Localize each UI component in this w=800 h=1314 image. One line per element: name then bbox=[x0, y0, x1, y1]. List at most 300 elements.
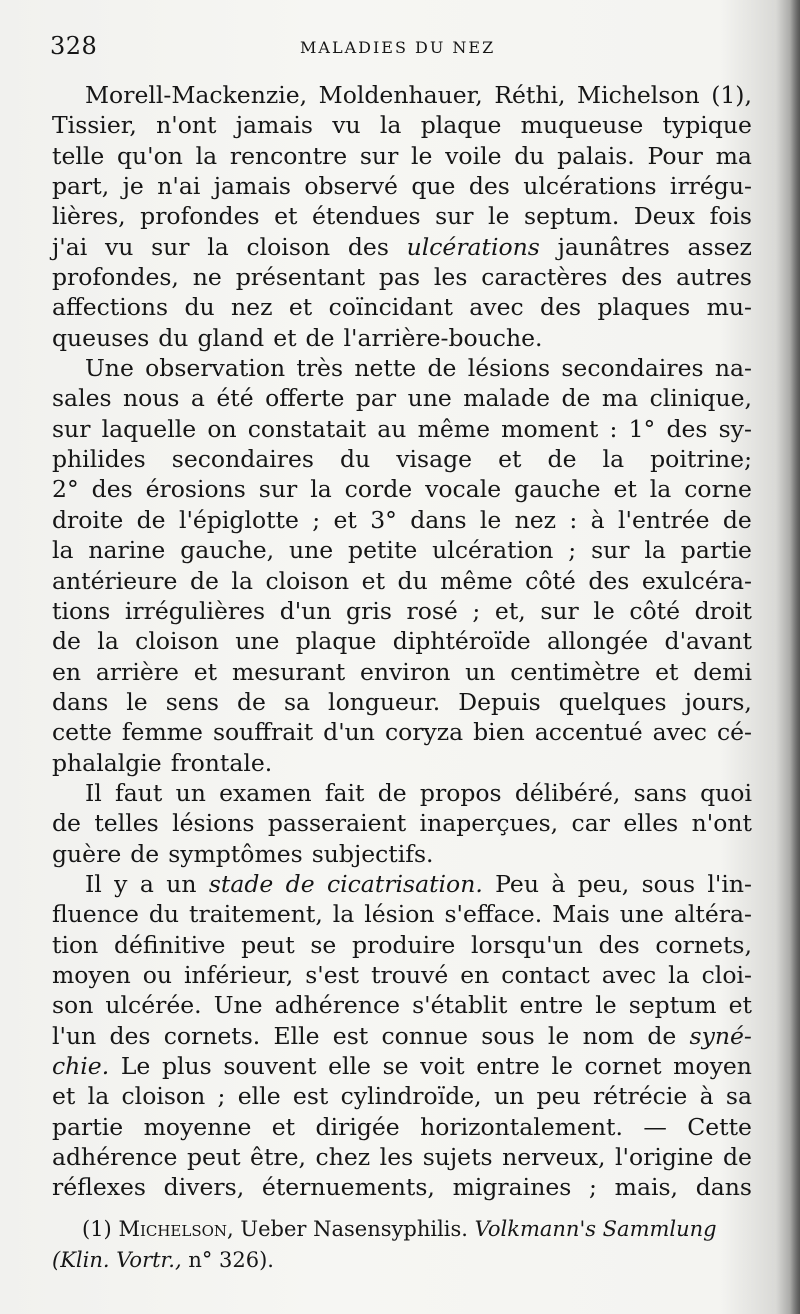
word: et bbox=[271, 1112, 296, 1141]
word: de bbox=[305, 323, 335, 352]
word: mais, bbox=[614, 1173, 679, 1202]
word: ulcérée. bbox=[105, 991, 202, 1020]
word: septum. bbox=[524, 202, 620, 231]
word: trouvé bbox=[371, 960, 449, 989]
text-line bbox=[52, 141, 752, 171]
word: un bbox=[175, 778, 206, 807]
text-line bbox=[52, 869, 752, 899]
word: ou bbox=[142, 960, 173, 989]
word: cylindroïde, bbox=[340, 1082, 482, 1111]
word: voit bbox=[420, 1052, 465, 1080]
word: 1° bbox=[628, 414, 656, 443]
text-line bbox=[52, 414, 752, 444]
word: sur bbox=[540, 596, 579, 625]
word: longueur. bbox=[328, 687, 441, 716]
word: stade bbox=[208, 869, 274, 898]
word: la bbox=[97, 627, 119, 656]
word: sujets bbox=[422, 1143, 493, 1172]
text-line bbox=[52, 444, 752, 474]
running-head: MALADIES DU NEZ bbox=[300, 38, 496, 57]
text-line bbox=[52, 262, 752, 292]
word: la bbox=[332, 900, 355, 929]
word: que bbox=[411, 172, 456, 201]
word: des bbox=[540, 293, 582, 322]
word: migraines bbox=[452, 1173, 572, 1202]
word: cette bbox=[52, 718, 112, 747]
word: droite bbox=[52, 505, 124, 534]
word: mu- bbox=[706, 293, 752, 322]
word: ; bbox=[472, 596, 481, 625]
word: Tissier, bbox=[52, 111, 137, 140]
word: na- bbox=[714, 354, 752, 383]
word: présentant bbox=[235, 263, 366, 292]
word: profondes, bbox=[52, 263, 179, 292]
word: Mais bbox=[552, 900, 610, 929]
word: bien bbox=[473, 718, 525, 747]
word: dans bbox=[52, 687, 109, 716]
word: l'origine bbox=[614, 1143, 714, 1172]
word: sur bbox=[52, 414, 91, 443]
word: la bbox=[644, 536, 666, 565]
word: ; bbox=[568, 536, 577, 565]
word: des bbox=[666, 414, 708, 443]
word: septum bbox=[628, 991, 717, 1020]
word: la bbox=[668, 960, 690, 989]
word: moyen bbox=[673, 1052, 752, 1080]
word: entre bbox=[519, 991, 584, 1020]
word: on bbox=[207, 414, 237, 443]
word: coïncidant bbox=[328, 293, 453, 322]
word: l'in- bbox=[707, 869, 752, 898]
word: poitrine; bbox=[650, 445, 752, 474]
word: adhérence bbox=[274, 991, 401, 1020]
word: connue bbox=[381, 1021, 469, 1050]
word: son bbox=[52, 991, 94, 1020]
word: sy- bbox=[718, 414, 752, 443]
word: le bbox=[479, 505, 502, 534]
word: Deux bbox=[633, 202, 696, 231]
word: rencontre bbox=[229, 141, 348, 170]
word: voile bbox=[445, 141, 502, 170]
word: avec bbox=[652, 718, 707, 747]
word: quoi bbox=[700, 778, 752, 807]
text-line bbox=[52, 778, 752, 808]
word: gris bbox=[346, 596, 392, 625]
word: Elle bbox=[273, 1021, 320, 1050]
word: la bbox=[231, 566, 253, 595]
word: et bbox=[333, 505, 357, 534]
word: diphtéroïde bbox=[392, 627, 531, 656]
word: peut bbox=[241, 930, 295, 959]
word: se bbox=[382, 1052, 409, 1080]
text-line bbox=[52, 1112, 752, 1142]
word: dans bbox=[410, 505, 467, 534]
word: guère bbox=[52, 839, 122, 868]
word: autres bbox=[676, 263, 752, 292]
word: coryza bbox=[384, 718, 464, 747]
word: sa bbox=[283, 687, 311, 716]
word: lières, bbox=[52, 202, 126, 231]
word: au bbox=[377, 414, 407, 443]
text-line bbox=[52, 1142, 752, 1172]
word: part, bbox=[52, 172, 110, 201]
text-line bbox=[52, 839, 752, 869]
word: moyen bbox=[52, 960, 131, 989]
word: l'entrée bbox=[618, 505, 710, 534]
word: centimètre bbox=[510, 657, 641, 686]
word: gauche bbox=[514, 475, 601, 504]
word: Réthi, bbox=[494, 81, 566, 109]
word: phalalgie bbox=[52, 748, 162, 777]
text-line bbox=[52, 353, 752, 383]
word: souffrait bbox=[212, 718, 314, 747]
word: cloison bbox=[135, 627, 219, 656]
word: dans bbox=[695, 1173, 752, 1202]
word: n'ai bbox=[157, 172, 201, 201]
text-line bbox=[52, 990, 752, 1020]
word: peu, bbox=[577, 869, 630, 898]
word: de bbox=[285, 869, 315, 898]
word: accentué bbox=[534, 718, 643, 747]
word: moment bbox=[501, 414, 599, 443]
word: altéra- bbox=[673, 900, 752, 929]
word: contact bbox=[501, 960, 590, 989]
word: et bbox=[193, 657, 218, 686]
word: du bbox=[397, 566, 428, 595]
word: du bbox=[340, 445, 371, 474]
word: palais. bbox=[557, 141, 635, 170]
word: souvent bbox=[223, 1052, 317, 1080]
word: vu bbox=[104, 232, 134, 261]
word: traitement, bbox=[189, 900, 323, 929]
word: offerte bbox=[265, 384, 345, 413]
word: caractères bbox=[481, 263, 608, 292]
word: été bbox=[216, 384, 254, 413]
word: se bbox=[310, 930, 337, 959]
word: et bbox=[728, 991, 752, 1020]
word: des bbox=[621, 263, 663, 292]
word: sens bbox=[165, 687, 219, 716]
word: réflexes bbox=[52, 1173, 146, 1202]
text-line bbox=[52, 474, 752, 504]
word: syné- bbox=[689, 1021, 752, 1050]
word: lésions bbox=[467, 354, 551, 383]
text-line bbox=[52, 657, 752, 687]
word: dirigée bbox=[315, 1112, 400, 1141]
word: sur bbox=[591, 536, 630, 565]
word: assez bbox=[687, 232, 752, 261]
word: cé- bbox=[716, 718, 752, 747]
word: : bbox=[609, 414, 618, 443]
word: entre bbox=[476, 1052, 540, 1080]
word: l'épiglotte bbox=[178, 505, 299, 534]
word: cloi- bbox=[701, 960, 752, 989]
word: Michelson bbox=[577, 81, 700, 109]
word: sur bbox=[258, 475, 298, 504]
footnote-line-2 bbox=[52, 1245, 752, 1276]
text-line bbox=[52, 1051, 752, 1081]
text-line bbox=[52, 596, 752, 626]
word: et bbox=[273, 323, 297, 352]
word: à bbox=[590, 505, 605, 534]
word: et bbox=[613, 475, 637, 504]
word: Une bbox=[213, 991, 263, 1020]
word: ma bbox=[715, 141, 752, 170]
word: profondes bbox=[140, 202, 260, 231]
text-line bbox=[52, 566, 752, 596]
word: des bbox=[109, 1021, 151, 1050]
word: définitive bbox=[113, 930, 226, 959]
word: allongée bbox=[547, 627, 649, 656]
word: irrégu- bbox=[669, 172, 752, 201]
word: fait bbox=[324, 778, 365, 807]
word: Le bbox=[120, 1052, 151, 1080]
word: nez bbox=[514, 505, 557, 534]
word: je bbox=[122, 172, 144, 201]
word: la bbox=[649, 475, 672, 504]
word: du bbox=[184, 293, 215, 322]
word: adhérence bbox=[52, 1143, 178, 1172]
word: corde bbox=[344, 475, 413, 504]
word: cloison bbox=[121, 1082, 206, 1111]
word: s'établit bbox=[412, 991, 508, 1020]
word: clinique, bbox=[649, 384, 752, 413]
word: une bbox=[235, 627, 280, 656]
word: la bbox=[602, 445, 625, 474]
word: et bbox=[52, 1082, 76, 1111]
word: examen bbox=[219, 778, 312, 807]
word: de bbox=[377, 778, 407, 807]
word: rosé bbox=[406, 596, 458, 625]
page-header bbox=[50, 32, 750, 72]
word: telle bbox=[52, 141, 105, 170]
word: du bbox=[514, 141, 545, 170]
word: des bbox=[468, 172, 510, 201]
word: la bbox=[87, 1082, 110, 1111]
word: de bbox=[427, 354, 457, 383]
word: 2° bbox=[52, 475, 79, 504]
footnote-line-1 bbox=[52, 1214, 752, 1245]
word: le bbox=[593, 596, 615, 625]
word: de bbox=[52, 809, 81, 838]
body-text bbox=[52, 80, 752, 1202]
word: avec bbox=[469, 293, 524, 322]
word: 3° bbox=[370, 505, 397, 534]
text-line bbox=[52, 383, 752, 413]
word: elle bbox=[328, 1052, 371, 1080]
word: observation bbox=[145, 354, 286, 383]
word: sur bbox=[359, 141, 399, 170]
text-line bbox=[52, 505, 752, 535]
word: — bbox=[643, 1112, 667, 1141]
word: le bbox=[411, 141, 433, 170]
word: et bbox=[274, 202, 298, 231]
word: d'un bbox=[279, 596, 332, 625]
word: queuses bbox=[52, 323, 150, 352]
text-line bbox=[52, 80, 752, 110]
word: et, bbox=[494, 596, 526, 625]
word: propos bbox=[419, 778, 502, 807]
word: sans bbox=[633, 778, 687, 807]
word: sous bbox=[481, 1021, 535, 1050]
word: la bbox=[195, 141, 218, 170]
word: antérieure bbox=[52, 566, 178, 595]
word: femme bbox=[121, 718, 203, 747]
word: même bbox=[440, 566, 513, 595]
word: constatait bbox=[247, 414, 367, 443]
word: environ bbox=[359, 657, 451, 686]
word: de bbox=[547, 445, 577, 474]
word: philides bbox=[52, 445, 146, 474]
text-line bbox=[52, 171, 752, 201]
word: et bbox=[361, 566, 386, 595]
word: rétrécie bbox=[592, 1082, 688, 1111]
text-line bbox=[52, 110, 752, 140]
text-line bbox=[52, 717, 752, 747]
word: mesurant bbox=[231, 657, 346, 686]
word: nette bbox=[354, 354, 417, 383]
text-line bbox=[52, 323, 752, 353]
word: Une bbox=[85, 354, 134, 383]
word: n'ont bbox=[691, 809, 752, 838]
word: à bbox=[699, 1082, 714, 1111]
word: un bbox=[465, 657, 496, 686]
word: de bbox=[130, 839, 160, 868]
footnote-number: n° 326). bbox=[188, 1248, 274, 1272]
word: quelques bbox=[558, 687, 667, 716]
word: vu bbox=[332, 111, 361, 140]
word: secondaires bbox=[561, 354, 704, 383]
word: les bbox=[433, 263, 468, 292]
word: sous bbox=[641, 869, 696, 898]
word: étendues bbox=[312, 202, 421, 231]
word: arrière bbox=[95, 657, 179, 686]
word: muqueuse bbox=[520, 111, 644, 140]
word: avec bbox=[601, 960, 657, 989]
word: un bbox=[493, 1082, 525, 1111]
word: Il bbox=[85, 869, 102, 898]
word: de bbox=[189, 566, 219, 595]
word: vocale bbox=[425, 475, 502, 504]
word: les bbox=[379, 1143, 414, 1172]
word: partie bbox=[680, 536, 752, 565]
word: des bbox=[91, 475, 133, 504]
word: secondaires bbox=[171, 445, 314, 474]
word: nous bbox=[123, 384, 180, 413]
word: n'ont bbox=[156, 111, 217, 140]
word: chie. bbox=[52, 1052, 110, 1080]
word: peut bbox=[186, 1143, 241, 1172]
word: lésion bbox=[364, 900, 435, 929]
word: partie bbox=[52, 1112, 124, 1141]
word: cornets. bbox=[163, 1021, 261, 1050]
footnote-collection: Volkmann's Sammlung bbox=[474, 1217, 717, 1241]
word: un bbox=[166, 869, 197, 898]
word: peu bbox=[536, 1082, 581, 1111]
word: typique bbox=[662, 111, 752, 140]
word: une bbox=[619, 900, 664, 929]
word: petite bbox=[348, 536, 418, 565]
word: est bbox=[332, 1021, 369, 1050]
word: j'ai bbox=[52, 232, 88, 261]
word: elles bbox=[623, 809, 679, 838]
word: d'avant bbox=[664, 627, 752, 656]
word: de bbox=[561, 384, 591, 413]
word: y bbox=[114, 869, 128, 898]
word: à bbox=[551, 869, 566, 898]
text-line bbox=[52, 899, 752, 929]
word: nez bbox=[231, 293, 273, 322]
word: Morell-Mackenzie, bbox=[85, 81, 308, 109]
text-line bbox=[52, 535, 752, 565]
word: tion bbox=[52, 930, 99, 959]
text-line bbox=[52, 930, 752, 960]
word: des bbox=[598, 930, 640, 959]
word: de bbox=[647, 1021, 677, 1050]
word: cornet bbox=[584, 1052, 662, 1080]
text-line bbox=[52, 232, 752, 262]
word: ulcération bbox=[432, 536, 554, 565]
word: et bbox=[288, 293, 313, 322]
word: des bbox=[588, 566, 630, 595]
word: sales bbox=[52, 384, 112, 413]
word: fluence bbox=[52, 900, 139, 929]
footnote bbox=[52, 1214, 752, 1276]
word: Depuis bbox=[458, 687, 541, 716]
word: ; bbox=[217, 1082, 226, 1111]
text-line bbox=[52, 748, 752, 778]
page-gutter-shadow bbox=[790, 0, 800, 1314]
word: nerveux, bbox=[502, 1143, 606, 1172]
word: de bbox=[52, 627, 81, 656]
word: irrégulières bbox=[124, 596, 266, 625]
word: éternuements, bbox=[261, 1173, 435, 1202]
word: l'un bbox=[52, 1021, 97, 1050]
text-line bbox=[52, 292, 752, 322]
word: est bbox=[292, 1082, 329, 1111]
word: côté bbox=[629, 596, 681, 625]
word: frontale. bbox=[170, 748, 273, 777]
word: a bbox=[139, 869, 154, 898]
word: plus bbox=[161, 1052, 212, 1080]
word: elle bbox=[237, 1082, 281, 1111]
word: l'arrière-bouche. bbox=[343, 323, 543, 352]
word: qu'on bbox=[117, 141, 183, 170]
word: cornets, bbox=[655, 930, 752, 959]
word: érosions bbox=[145, 475, 246, 504]
word: divers, bbox=[163, 1173, 245, 1202]
word: cloison bbox=[246, 232, 331, 261]
word: lorsqu'un bbox=[471, 930, 583, 959]
word: de bbox=[723, 1143, 752, 1172]
word: d'un bbox=[323, 718, 375, 747]
word: côté bbox=[525, 566, 576, 595]
word: pas bbox=[378, 263, 421, 292]
word: malade bbox=[463, 384, 550, 413]
word: passeraient bbox=[267, 809, 407, 838]
word: narine bbox=[88, 536, 166, 565]
word: la bbox=[52, 536, 74, 565]
word: fois bbox=[709, 202, 752, 231]
word: nom bbox=[582, 1021, 635, 1050]
word: s'efface. bbox=[444, 900, 543, 929]
word: inférieur, bbox=[184, 960, 294, 989]
word: faut bbox=[115, 778, 163, 807]
word: telles bbox=[94, 809, 159, 838]
word: le bbox=[488, 202, 510, 231]
word: sa bbox=[725, 1082, 752, 1111]
word: et bbox=[655, 657, 679, 686]
